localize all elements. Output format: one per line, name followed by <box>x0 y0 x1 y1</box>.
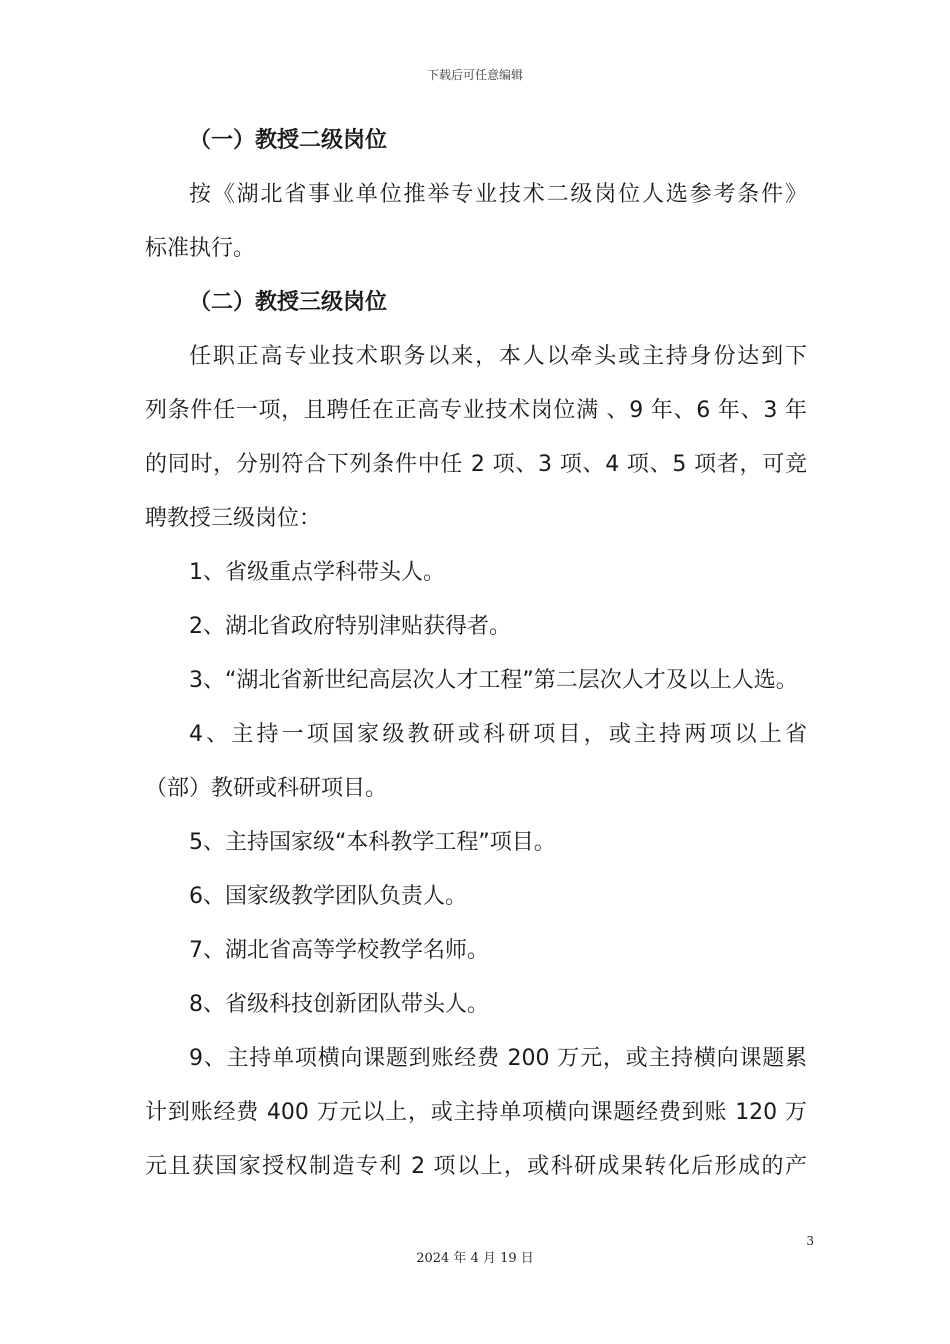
paragraph-line: 聘教授三级岗位： <box>145 506 322 531</box>
footer-date: 2024 年 4 月 19 日 <box>416 1251 534 1266</box>
paragraph-line: 按《湖北省事业单位推举专业技术二级岗位人选参考条件》 <box>189 182 807 207</box>
document-body <box>145 114 807 1194</box>
list-item: 2、湖北省政府特别津贴获得者。 <box>189 614 511 639</box>
page-header-note: 下载后可任意编辑 <box>426 68 523 82</box>
paragraph-line: 标准执行。 <box>145 236 256 261</box>
list-item: 8、省级科技创新团队带头人。 <box>189 992 489 1017</box>
page-number: 3 <box>806 1234 814 1248</box>
section-heading-level-3: （二）教授三级岗位 <box>189 290 388 315</box>
list-item: 1、省级重点学科带头人。 <box>189 560 445 585</box>
list-item-continuation: 元且获国家授权制造专利 2 项以上，或科研成果转化后形成的产 <box>145 1154 807 1179</box>
list-item: 6、国家级教学团队负责人。 <box>189 884 467 909</box>
paragraph-line: 的同时，分别符合下列条件中任 2 项、3 项、4 项、5 项者，可竞 <box>145 452 807 477</box>
section-heading-level-2: （一）教授二级岗位 <box>189 128 388 153</box>
list-item-continuation: （部）教研或科研项目。 <box>145 776 388 801</box>
list-item: 4、主持一项国家级教研或科研项目，或主持两项以上省 <box>189 722 807 747</box>
list-item: 9、主持单项横向课题到账经费 200 万元，或主持横向课题累 <box>189 1046 807 1071</box>
list-item-continuation: 计到账经费 400 万元以上，或主持单项横向课题经费到账 120 万 <box>145 1100 807 1125</box>
paragraph-line: 列条件任一项，且聘任在正高专业技术岗位满 、9 年、6 年、3 年 <box>145 398 807 423</box>
list-item: 5、主持国家级“本科教学工程”项目。 <box>189 830 556 855</box>
list-item: 7、湖北省高等学校教学名师。 <box>189 938 489 963</box>
paragraph-line: 任职正高专业技术职务以来，本人以牵头或主持身份达到下 <box>189 344 807 369</box>
list-item: 3、“湖北省新世纪高层次人才工程”第二层次人才及以上人选。 <box>189 668 798 693</box>
